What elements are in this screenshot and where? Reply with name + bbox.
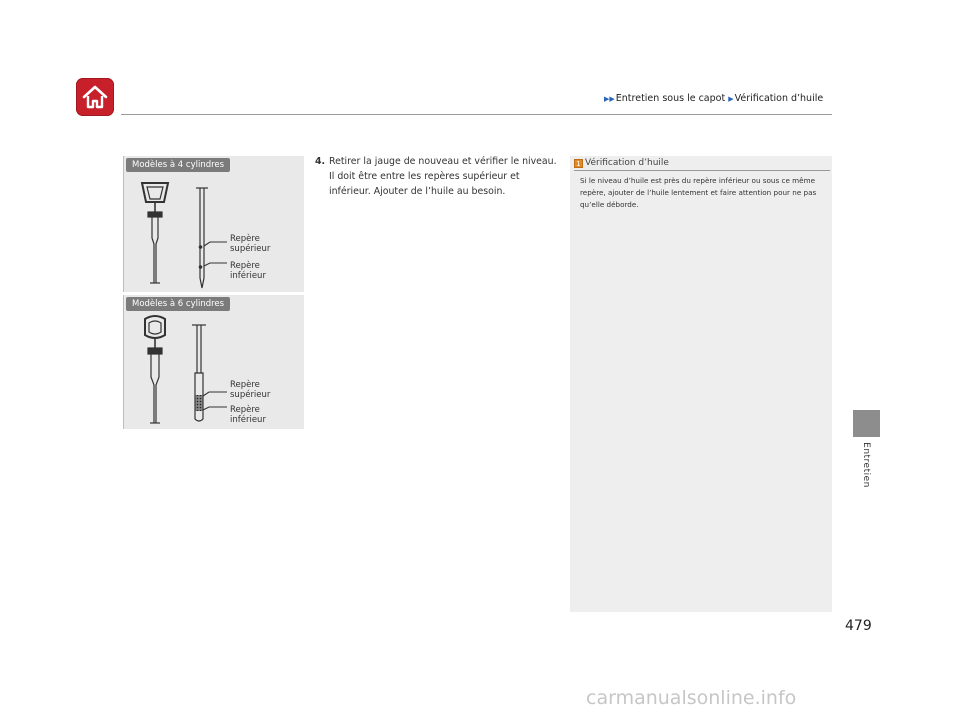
note-title: 1 Vérification d’huile: [574, 158, 669, 168]
step-4: [315, 154, 560, 199]
note-box: [570, 156, 832, 612]
dipstick-diagram-4cyl: [124, 156, 304, 292]
breadcrumb: [604, 93, 826, 104]
section-tab[interactable]: [853, 410, 880, 437]
home-button[interactable]: [76, 78, 114, 116]
label-upper-mark: Repère supérieur: [230, 234, 271, 254]
watermark: carmanualsonline.info: [586, 687, 797, 709]
label-lower-mark: Repère inférieur: [230, 261, 266, 281]
note-icon: [574, 159, 583, 168]
svg-text:1: 1: [576, 159, 581, 168]
arrow-icon: ▶: [609, 94, 615, 103]
figure-6-cylinders: [123, 295, 304, 429]
figure-title: Modèles à 4 cylindres: [126, 158, 230, 172]
arrow-icon: ▶: [604, 94, 610, 103]
section-label: Entretien: [861, 442, 871, 488]
figure-4-cylinders: [123, 156, 304, 292]
note-text: Si le niveau d’huile est près du repère inférieur ou sous ce même repère, ajouter de l’huile lentement et faire attention pour ne pas qu’elle déborde.: [580, 176, 817, 209]
step-text: Retirer la jauge de nouveau et vérifier le niveau. Il doit être entre les repères supérieur et inférieur. Ajouter de l’huile au besoin.: [329, 156, 557, 197]
header-rule: [121, 114, 832, 115]
step-number: 4.: [315, 156, 326, 167]
breadcrumb-link-engine[interactable]: Entretien sous le capot: [615, 93, 726, 104]
breadcrumb-current: Vérification d’huile: [734, 93, 824, 104]
label-upper-mark: Repère supérieur: [230, 380, 271, 400]
dipstick-diagram-6cyl: [124, 295, 304, 429]
arrow-icon: ▶: [728, 94, 734, 103]
page-number: 479: [845, 618, 872, 634]
note-rule: [574, 170, 830, 171]
home-icon: [81, 84, 109, 110]
figure-title: Modèles à 6 cylindres: [126, 297, 230, 311]
label-lower-mark: Repère inférieur: [230, 405, 266, 425]
